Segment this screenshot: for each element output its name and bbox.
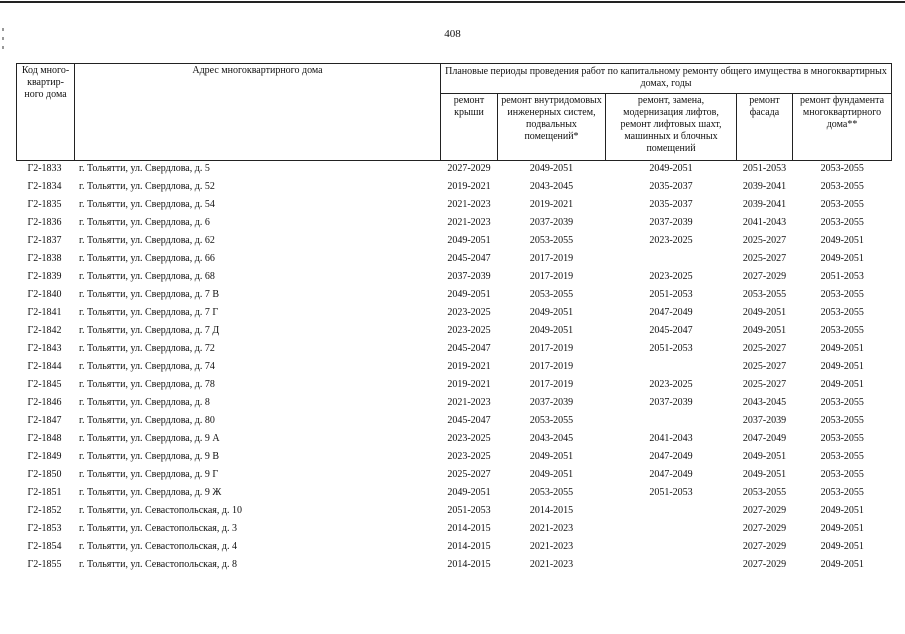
cell-engineering: 2021-2023 — [529, 559, 574, 570]
cell-address: г. Тольятти, ул. Севастопольская, д. 8 — [79, 559, 237, 570]
table-row — [17, 251, 892, 269]
cell-facade: 2053-2055 — [742, 487, 787, 498]
cell-engineering: 2017-2019 — [529, 253, 574, 264]
table-row — [17, 395, 892, 413]
cell-engineering: 2053-2055 — [529, 289, 574, 300]
cell-code: Г2-1841 — [27, 307, 62, 318]
table-row — [17, 323, 892, 341]
cell-foundation: 2053-2055 — [820, 415, 864, 426]
cell-code: Г2-1836 — [27, 217, 62, 228]
cell-facade: 2025-2027 — [742, 379, 787, 390]
cell-roof: 2021-2023 — [447, 217, 491, 228]
cell-foundation: 2049-2051 — [820, 505, 864, 516]
cell-facade: 2025-2027 — [742, 361, 787, 372]
cell-roof: 2049-2051 — [447, 487, 491, 498]
cell-foundation: 2053-2055 — [820, 307, 864, 318]
cell-foundation: 2049-2051 — [820, 559, 864, 570]
cell-facade: 2027-2029 — [742, 271, 787, 282]
table-row — [17, 521, 892, 539]
table-row — [17, 161, 892, 180]
cell-roof: 2045-2047 — [447, 415, 491, 426]
cell-code: Г2-1843 — [27, 343, 62, 354]
cell-code: Г2-1837 — [27, 235, 62, 246]
table-row — [17, 413, 892, 431]
cell-code: Г2-1849 — [27, 451, 62, 462]
cell-roof: 2049-2051 — [447, 289, 491, 300]
cell-engineering: 2049-2051 — [529, 451, 574, 462]
cell-engineering: 2043-2045 — [529, 433, 574, 444]
cell-address: г. Тольятти, ул. Свердлова, д. 54 — [79, 199, 215, 210]
cell-code: Г2-1844 — [27, 361, 62, 372]
cell-lifts: 2037-2039 — [649, 397, 693, 408]
cell-roof: 2023-2025 — [447, 433, 491, 444]
cell-address: г. Тольятти, ул. Свердлова, д. 6 — [79, 217, 210, 228]
table-row — [17, 467, 892, 485]
cell-lifts: 2023-2025 — [649, 271, 693, 282]
cell-foundation: 2051-2053 — [820, 271, 864, 282]
cell-engineering: 2053-2055 — [529, 235, 574, 246]
cell-lifts: 2035-2037 — [649, 199, 693, 210]
cell-roof: 2023-2025 — [447, 307, 491, 318]
cell-address: г. Тольятти, ул. Свердлова, д. 74 — [79, 361, 215, 372]
cell-roof: 2045-2047 — [447, 253, 491, 264]
cell-facade: 2051-2053 — [742, 163, 787, 174]
header-periods: Плановые периоды проведения работ по капитальному ремонту общего имущества в многоквартирных домах, годы — [441, 64, 892, 94]
header-foundation: ремонт фундамента многоквартирного дома** — [793, 94, 892, 161]
cell-foundation: 2053-2055 — [820, 289, 864, 300]
cell-facade: 2047-2049 — [742, 433, 787, 444]
cell-engineering: 2017-2019 — [529, 361, 574, 372]
cell-roof: 2025-2027 — [447, 469, 491, 480]
cell-facade: 2049-2051 — [742, 325, 787, 336]
header-engineering: ремонт внутридомовых инженерных систем, подвальных помещений* — [498, 94, 606, 161]
table-row — [17, 449, 892, 467]
table-row — [17, 557, 892, 575]
cell-foundation: 2049-2051 — [820, 343, 864, 354]
cell-facade: 2039-2041 — [742, 199, 787, 210]
cell-facade: 2027-2029 — [742, 541, 787, 552]
cell-address: г. Тольятти, ул. Свердлова, д. 66 — [79, 253, 215, 264]
cell-address: г. Тольятти, ул. Свердлова, д. 9 Ж — [79, 487, 222, 498]
cell-roof: 2014-2015 — [447, 559, 491, 570]
cell-code: Г2-1854 — [27, 541, 62, 552]
cell-address: г. Тольятти, ул. Свердлова, д. 7 В — [79, 289, 219, 300]
cell-code: Г2-1839 — [27, 271, 62, 282]
cell-lifts: 2045-2047 — [649, 325, 693, 336]
cell-address: г. Тольятти, ул. Свердлова, д. 7 Г — [79, 307, 219, 318]
cell-foundation: 2053-2055 — [820, 451, 864, 462]
cell-foundation: 2053-2055 — [820, 217, 864, 228]
cell-lifts — [606, 539, 737, 557]
cell-foundation: 2053-2055 — [820, 397, 864, 408]
cell-engineering: 2019-2021 — [529, 199, 574, 210]
cell-engineering: 2021-2023 — [529, 541, 574, 552]
table-row — [17, 197, 892, 215]
table-row — [17, 287, 892, 305]
cell-foundation: 2053-2055 — [820, 487, 864, 498]
cell-address: г. Тольятти, ул. Севастопольская, д. 10 — [79, 505, 242, 516]
page-number: 408 — [444, 28, 461, 40]
cell-address: г. Тольятти, ул. Севастопольская, д. 4 — [79, 541, 237, 552]
cell-address: г. Тольятти, ул. Севастопольская, д. 3 — [79, 523, 237, 534]
cell-roof: 2021-2023 — [447, 397, 491, 408]
cell-lifts — [606, 503, 737, 521]
cell-lifts: 2049-2051 — [649, 163, 693, 174]
cell-engineering: 2049-2051 — [529, 307, 574, 318]
table-row — [17, 503, 892, 521]
cell-engineering: 2017-2019 — [529, 271, 574, 282]
cell-foundation: 2049-2051 — [820, 379, 864, 390]
cell-foundation: 2049-2051 — [820, 523, 864, 534]
table-row — [17, 215, 892, 233]
cell-roof: 2014-2015 — [447, 541, 491, 552]
cell-code: Г2-1845 — [27, 379, 62, 390]
cell-address: г. Тольятти, ул. Свердлова, д. 72 — [79, 343, 215, 354]
table-row — [17, 539, 892, 557]
cell-engineering: 2014-2015 — [529, 505, 574, 516]
cell-lifts: 2047-2049 — [649, 469, 693, 480]
cell-engineering: 2037-2039 — [529, 397, 574, 408]
cell-engineering: 2021-2023 — [529, 523, 574, 534]
cell-lifts — [606, 413, 737, 431]
table-row — [17, 269, 892, 287]
cell-facade: 2049-2051 — [742, 307, 787, 318]
cell-roof: 2049-2051 — [447, 235, 491, 246]
cell-engineering: 2049-2051 — [529, 163, 574, 174]
table-row — [17, 341, 892, 359]
header-code: Код много-квартир-ного дома — [17, 64, 75, 161]
cell-lifts: 2051-2053 — [649, 343, 693, 354]
cell-code: Г2-1838 — [27, 253, 62, 264]
cell-facade: 2049-2051 — [742, 451, 787, 462]
header-address: Адрес многоквартирного дома — [75, 64, 441, 161]
cell-code: Г2-1833 — [27, 163, 62, 174]
cell-address: г. Тольятти, ул. Свердлова, д. 9 Г — [79, 469, 219, 480]
cell-facade: 2053-2055 — [742, 289, 787, 300]
cell-roof: 2045-2047 — [447, 343, 491, 354]
cell-facade: 2037-2039 — [742, 415, 787, 426]
cell-address: г. Тольятти, ул. Свердлова, д. 5 — [79, 163, 210, 174]
cell-facade: 2027-2029 — [742, 559, 787, 570]
top-border-line — [0, 1, 905, 3]
capital-repair-schedule-table — [16, 63, 892, 575]
cell-roof: 2019-2021 — [447, 361, 491, 372]
table-row — [17, 305, 892, 323]
cell-code: Г2-1855 — [27, 559, 62, 570]
cell-code: Г2-1846 — [27, 397, 62, 408]
cell-roof: 2019-2021 — [447, 379, 491, 390]
cell-code: Г2-1850 — [27, 469, 62, 480]
cell-engineering: 2037-2039 — [529, 217, 574, 228]
cell-lifts — [606, 359, 737, 377]
cell-engineering: 2053-2055 — [529, 415, 574, 426]
cell-facade: 2041-2043 — [742, 217, 787, 228]
cell-foundation: 2049-2051 — [820, 235, 864, 246]
cell-engineering: 2017-2019 — [529, 379, 574, 390]
cell-address: г. Тольятти, ул. Свердлова, д. 78 — [79, 379, 215, 390]
cell-facade: 2043-2045 — [742, 397, 787, 408]
cell-facade: 2027-2029 — [742, 505, 787, 516]
cell-roof: 2051-2053 — [447, 505, 491, 516]
cell-address: г. Тольятти, ул. Свердлова, д. 52 — [79, 181, 215, 192]
cell-code: Г2-1851 — [27, 487, 62, 498]
table-row — [17, 359, 892, 377]
cell-lifts — [606, 557, 737, 575]
cell-lifts: 2047-2049 — [649, 307, 693, 318]
cell-address: г. Тольятти, ул. Свердлова, д. 9 А — [79, 433, 220, 444]
cell-engineering: 2049-2051 — [529, 469, 574, 480]
cell-roof: 2019-2021 — [447, 181, 491, 192]
cell-code: Г2-1853 — [27, 523, 62, 534]
cell-roof: 2027-2029 — [447, 163, 491, 174]
table-row — [17, 485, 892, 503]
cell-address: г. Тольятти, ул. Свердлова, д. 62 — [79, 235, 215, 246]
cell-engineering: 2053-2055 — [529, 487, 574, 498]
cell-facade: 2049-2051 — [742, 469, 787, 480]
header-lifts: ремонт, замена, модернизация лифтов, ремонт лифтовых шахт, машинных и блочных помещений — [606, 94, 737, 161]
cell-engineering: 2017-2019 — [529, 343, 574, 354]
cell-code: Г2-1835 — [27, 199, 62, 210]
cell-roof: 2021-2023 — [447, 199, 491, 210]
cell-foundation: 2053-2055 — [820, 199, 864, 210]
cell-foundation: 2049-2051 — [820, 361, 864, 372]
cell-engineering: 2043-2045 — [529, 181, 574, 192]
cell-facade: 2039-2041 — [742, 181, 787, 192]
cell-facade: 2025-2027 — [742, 253, 787, 264]
cell-lifts: 2023-2025 — [649, 235, 693, 246]
cell-foundation: 2049-2051 — [820, 253, 864, 264]
cell-roof: 2023-2025 — [447, 325, 491, 336]
cell-code: Г2-1834 — [27, 181, 62, 192]
table-row — [17, 377, 892, 395]
table-row — [17, 233, 892, 251]
cell-address: г. Тольятти, ул. Свердлова, д. 68 — [79, 271, 215, 282]
cell-engineering: 2049-2051 — [529, 325, 574, 336]
cell-foundation: 2053-2055 — [820, 181, 864, 192]
cell-roof: 2037-2039 — [447, 271, 491, 282]
cell-lifts: 2047-2049 — [649, 451, 693, 462]
cell-lifts: 2051-2053 — [649, 487, 693, 498]
table-row — [17, 431, 892, 449]
cell-address: г. Тольятти, ул. Свердлова, д. 7 Д — [79, 325, 220, 336]
cell-facade: 2025-2027 — [742, 235, 787, 246]
cell-foundation: 2049-2051 — [820, 541, 864, 552]
table-body — [17, 161, 892, 576]
cell-facade: 2025-2027 — [742, 343, 787, 354]
cell-address: г. Тольятти, ул. Свердлова, д. 80 — [79, 415, 215, 426]
cell-foundation: 2053-2055 — [820, 469, 864, 480]
cell-lifts: 2023-2025 — [649, 379, 693, 390]
table-row — [17, 179, 892, 197]
cell-foundation: 2053-2055 — [820, 325, 864, 336]
header-roof: ремонт крыши — [441, 94, 498, 161]
cell-roof: 2014-2015 — [447, 523, 491, 534]
cell-foundation: 2053-2055 — [820, 163, 864, 174]
cell-lifts — [606, 251, 737, 269]
cell-code: Г2-1842 — [27, 325, 62, 336]
cell-lifts: 2051-2053 — [649, 289, 693, 300]
cell-lifts: 2037-2039 — [649, 217, 693, 228]
cell-lifts — [606, 521, 737, 539]
cell-code: Г2-1840 — [27, 289, 62, 300]
cell-code: Г2-1852 — [27, 505, 62, 516]
cell-roof: 2023-2025 — [447, 451, 491, 462]
cell-code: Г2-1847 — [27, 415, 62, 426]
header-facade: ремонт фасада — [737, 94, 793, 161]
cell-address: г. Тольятти, ул. Свердлова, д. 8 — [79, 397, 210, 408]
cell-foundation: 2053-2055 — [820, 433, 864, 444]
cell-code: Г2-1848 — [27, 433, 62, 444]
cell-lifts: 2035-2037 — [649, 181, 693, 192]
cell-lifts: 2041-2043 — [649, 433, 693, 444]
cell-address: г. Тольятти, ул. Свердлова, д. 9 В — [79, 451, 219, 462]
cell-facade: 2027-2029 — [742, 523, 787, 534]
